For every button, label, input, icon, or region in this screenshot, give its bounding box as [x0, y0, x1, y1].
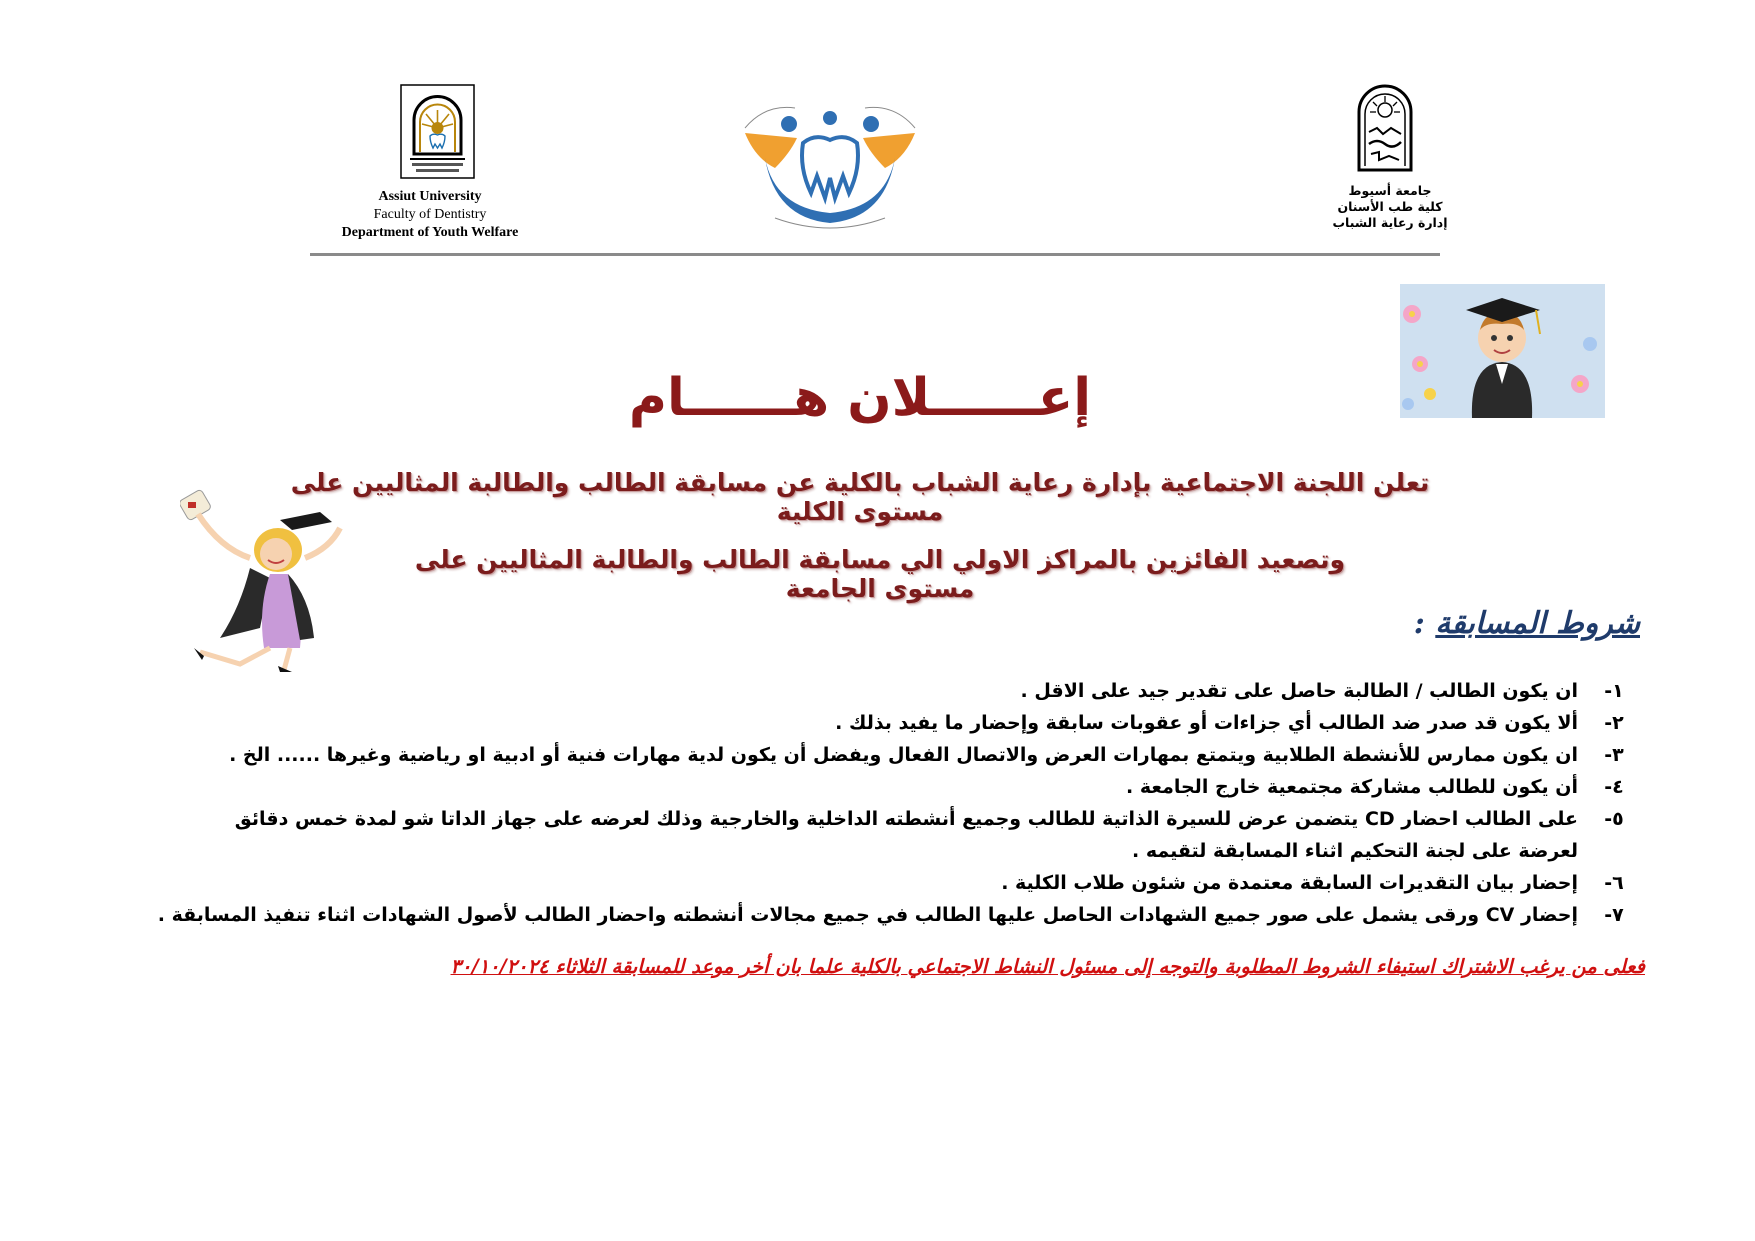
tooth-people-logo [735, 98, 925, 238]
item-text: ان يكون ممارس للأنشطة الطلابية ويتمتع بمهارات العرض والاتصال الفعال ويفضل أن يكون لدية مهارات فنية أو ادبية او رياضية وغيرها ...... الخ . [229, 744, 1578, 766]
list-item [85, 899, 1650, 931]
conditions-list [85, 675, 1650, 931]
item-text: أن يكون للطالب مشاركة مجتمعية خارج الجامعة . [1126, 776, 1578, 798]
item-number: ٢- [1604, 712, 1624, 734]
list-item [85, 771, 1650, 803]
list-item [85, 707, 1650, 739]
deadline-note: فعلى من يرغب الاشتراك استيفاء الشروط المطلوبة والتوجه إلى مسئول النشاط الاجتماعي بالكلية علما بان أخر موعد للمسابقة الثلاثاء ٣٠/١٠/٢٠٢٤ [450, 955, 1645, 978]
department-name-en: Department of Youth Welfare [341, 225, 519, 240]
item-text: إحضار بيان التقديرات السابقة معتمدة من شئون طلاب الكلية . [1001, 872, 1578, 894]
department-name-ar: إدارة رعاية الشباب [1332, 215, 1448, 230]
faculty-name-en: Faculty of Dentistry [373, 207, 487, 222]
list-item [85, 867, 1650, 899]
header-arabic [1300, 183, 1480, 231]
announcement-line-2: وتصعيد الفائزين بالمراكز الاولي الي مسابقة الطالب والطالبة المثاليين على مستوى الجامعة [414, 545, 1346, 603]
item-number: ٦- [1604, 872, 1624, 894]
faculty-crest-logo [400, 84, 475, 179]
list-item [85, 739, 1650, 771]
item-continuation: لعرضة على لجنة التحكيم اثناء المسابقة لتقيمه . [1132, 840, 1578, 862]
item-number: ٣- [1604, 744, 1624, 766]
assiut-university-seal [1355, 84, 1415, 172]
item-number: ٤- [1604, 776, 1624, 798]
item-text: إحضار CV ورقى يشمل على صور جميع الشهادات الحاصل عليها الطالب في جميع مجالات أنشطته واحضار الطالب لأصول الشهادات اثناء تنفيذ المسابقة . [157, 904, 1578, 926]
graduate-boy-clipart [1400, 284, 1605, 418]
university-name-ar: جامعة أسيوط [1348, 183, 1432, 198]
header-divider [310, 253, 1440, 256]
announcement-line-1: تعلن اللجنة الاجتماعية بإدارة رعاية الشباب بالكلية عن مسابقة الطالب والطالبة المثاليين على مستوى الكلية [290, 468, 1430, 526]
university-name-en: Assiut University [378, 189, 482, 204]
announcement-title: إعــــــلان هــــــام [628, 368, 1092, 428]
item-text: ألا يكون قد صدر ضد الطالب أي جزاءات أو عقوبات سابقة وإحضار ما يفيد بذلك . [835, 712, 1578, 734]
conditions-title-colon: : [1413, 606, 1436, 641]
item-number: ١- [1604, 680, 1624, 702]
header-english [330, 188, 530, 242]
conditions-title [1340, 606, 1640, 641]
item-text: على الطالب احضار CD يتضمن عرض للسيرة الذاتية للطالب وجميع أنشطته الداخلية والخارجية وذلك لعرضه على جهاز الداتا شو لمدة خمس دقائق [234, 808, 1578, 830]
list-item [85, 803, 1650, 835]
item-number: ٧- [1604, 904, 1624, 926]
list-item [85, 675, 1650, 707]
conditions-title-text: شروط المسابقة [1435, 606, 1640, 641]
faculty-name-ar: كلية طب الأسنان [1337, 199, 1443, 214]
item-text: ان يكون الطالب / الطالبة حاصل على تقدير جيد على الاقل . [1020, 680, 1578, 702]
item-number: ٥- [1604, 808, 1624, 830]
